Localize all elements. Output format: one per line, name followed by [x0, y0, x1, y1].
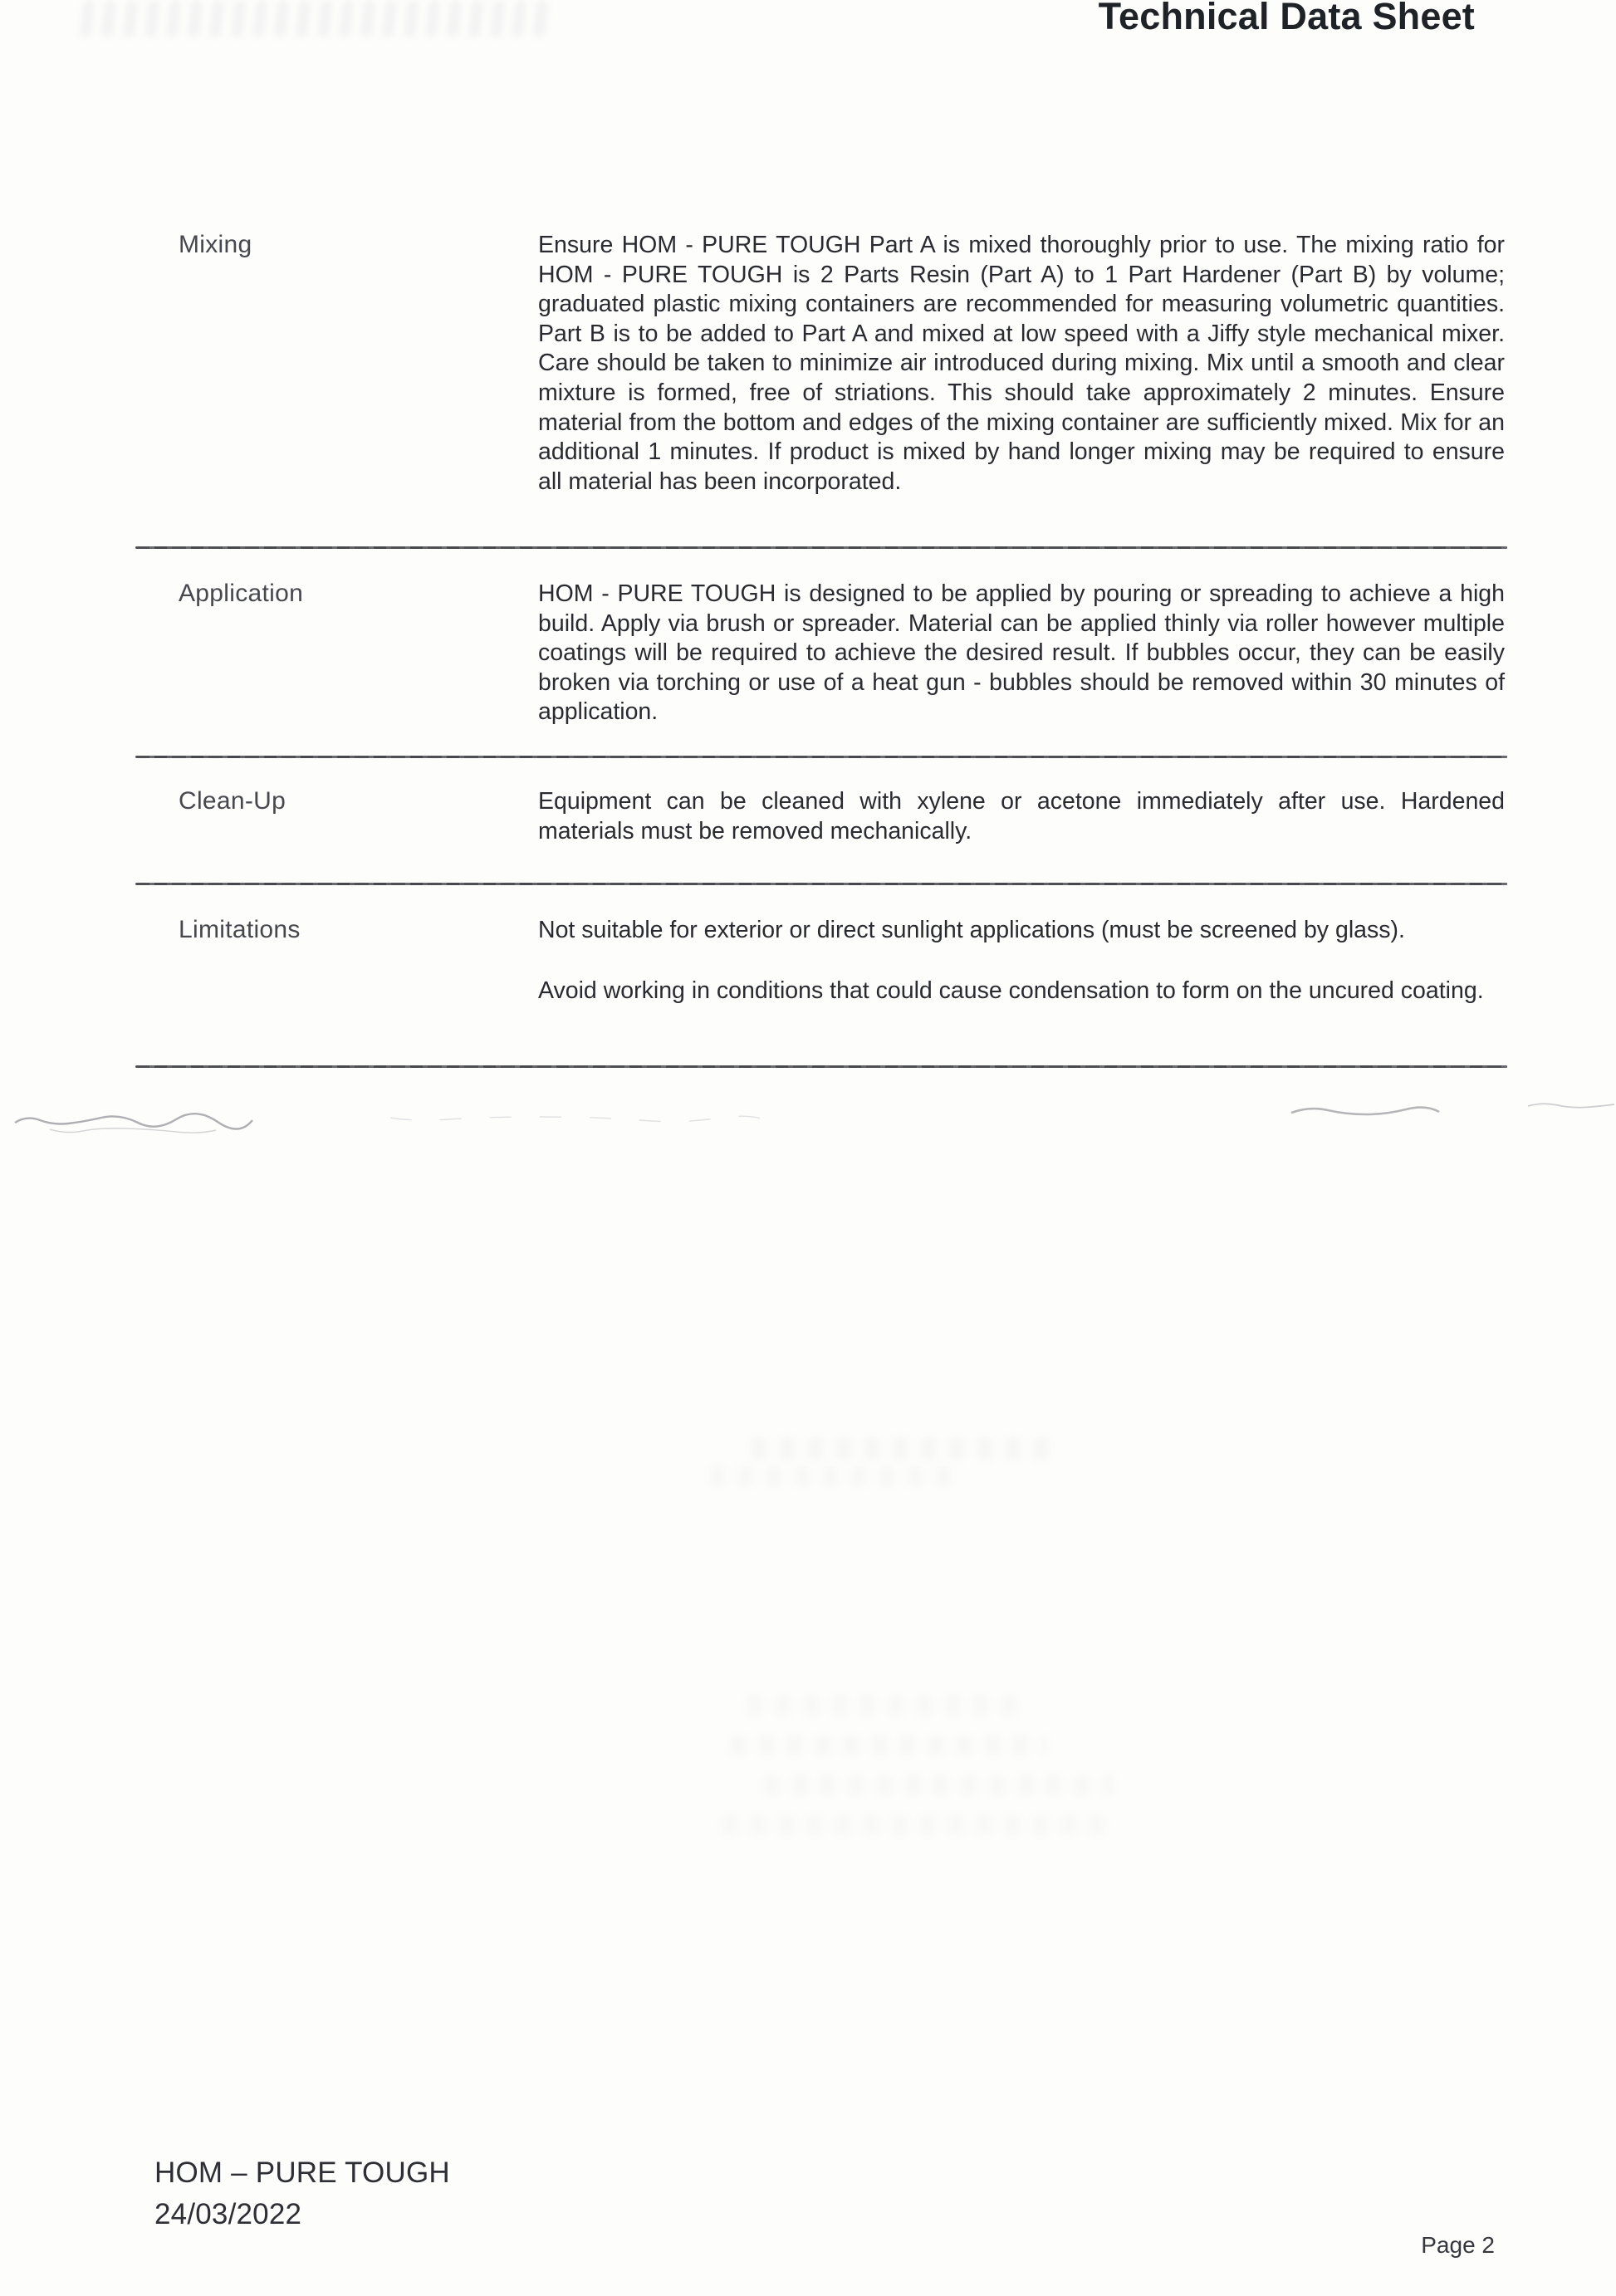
scan-bleed-artifact [764, 1775, 1113, 1795]
section-clean-up [179, 787, 1505, 846]
scan-bleed-artifact [752, 1438, 1050, 1460]
paragraph: Equipment can be cleaned with xylene or acetone immediately after use. Hardened materials must be removed mechanically. [538, 788, 1505, 844]
paragraph: Not suitable for exterior or direct sunlight applications (must be screened by glass). [538, 917, 1405, 943]
section-label-application: Application [179, 580, 304, 607]
scan-bleed-artifact [731, 1735, 1046, 1755]
section-divider [135, 756, 1507, 758]
paragraph: HOM - PURE TOUGH is designed to be applied by pouring or spreading to achieve a high build. Apply via brush or spreader. Material can be applied thinly via roller however multiple coatings will be required to achieve the desired result. If bubbles occur, they can be easily broken via torching or use of a heat gun - bubbles should be removed within 30 minutes of application. [538, 580, 1505, 726]
paragraph: Ensure HOM - PURE TOUGH Part A is mixed thoroughly prior to use. The mixing ratio for HOM - PURE TOUGH is 2 Parts Resin (Part A) to 1 Part Hardener (Part B) by volume; graduated plastic mixing containers are recommended for measuring volumetric quantities. Part B is to be added to Part A and mixed at low speed with a Jiffy style mechanical mixer. Care should be taken to minimize air introduced during mixing. Mix until a smooth and clear mixture is formed, free of striations. This should take approximately 2 minutes. Ensure material from the bottom and edges of the mixing container are sufficiently mixed. Mix for an additional 1 minutes. If product is mixed by hand longer mixing may be required to ensure all material has been incorporated. [538, 232, 1505, 495]
section-label-limitations: Limitations [179, 916, 301, 943]
page-number: Page 2 [1421, 2232, 1495, 2258]
section-body-clean-up [538, 787, 1505, 846]
paragraph: Avoid working in conditions that could cause condensation to form on the uncured coating. [538, 977, 1484, 1004]
section-mixing [179, 231, 1505, 497]
section-application [179, 580, 1505, 727]
footer-product-name: HOM – PURE TOUGH [154, 2156, 450, 2189]
section-limitations [179, 916, 1505, 1006]
section-label-clean-up: Clean-Up [179, 787, 286, 815]
footer-date: 24/03/2022 [154, 2198, 302, 2230]
section-divider [135, 546, 1507, 549]
scan-line-artifact [0, 1079, 1616, 1154]
scan-bleed-artifact [747, 1696, 1021, 1716]
scan-bleed-artifact [710, 1466, 959, 1486]
section-body-limitations [538, 916, 1505, 1006]
scan-bleed-artifact [722, 1815, 1104, 1835]
section-divider [135, 883, 1507, 885]
section-label-mixing: Mixing [179, 231, 252, 258]
section-divider [135, 1065, 1507, 1068]
section-body-mixing [538, 231, 1505, 497]
footer [154, 2152, 450, 2235]
page-title: Technical Data Sheet [1098, 0, 1475, 37]
scan-bleed-artifact [80, 2, 548, 37]
section-body-application [538, 580, 1505, 727]
